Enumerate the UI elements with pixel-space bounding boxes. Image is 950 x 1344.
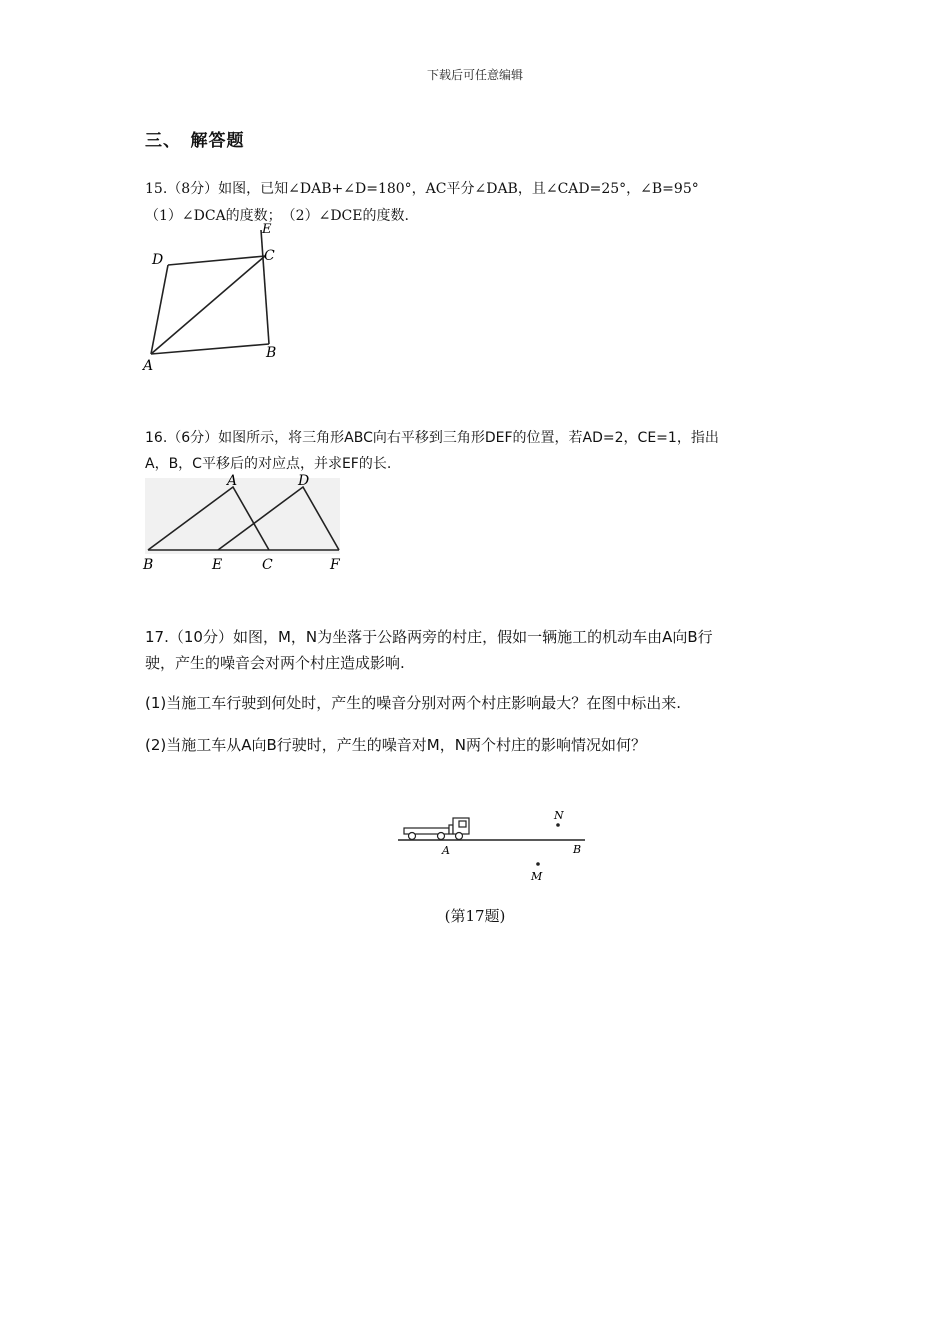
section-title: 三、 解答题 xyxy=(145,131,245,151)
truck-icon xyxy=(404,818,469,840)
q17-figure-caption: (第17题) xyxy=(444,907,506,925)
q15-label-b: B xyxy=(266,345,277,361)
q16-label-e: E xyxy=(212,557,223,573)
q15-segment-ab xyxy=(151,344,269,354)
q15-label-a: A xyxy=(143,358,154,374)
q17-point-n xyxy=(556,823,560,827)
q17-label-n: N xyxy=(554,809,564,822)
q16-label-a: A xyxy=(227,473,238,489)
q16-translation-figure xyxy=(140,468,345,576)
page-header: 下载后可任意编辑 xyxy=(426,68,523,82)
q15-segment-ac xyxy=(151,256,265,354)
q16-label-b: B xyxy=(143,557,154,573)
q15-label-c: C xyxy=(264,248,275,264)
q15-label-e: E xyxy=(262,222,272,237)
q16-figure-background xyxy=(145,478,340,554)
q17-line2: 驶，产生的噪音会对两个村庄造成影响. xyxy=(145,654,405,672)
q17-label-a: A xyxy=(442,844,450,857)
q16-label-f: F xyxy=(330,557,340,573)
q17-part2: (2)当施工车从A向B行驶时，产生的噪音对M，N两个村庄的影响情况如何？ xyxy=(145,736,646,754)
q15-line2: （1）∠DCA的度数； （2）∠DCE的度数. xyxy=(145,208,409,224)
q15-segment-dc xyxy=(168,256,265,265)
q17-road-figure xyxy=(395,800,595,888)
q17-point-m xyxy=(536,862,540,866)
q16-line2: A，B，C平移后的对应点，并求EF的长. xyxy=(145,456,392,472)
q17-line1: 17.（10分）如图，M，N为坐落于公路两旁的村庄，假如一辆施工的机动车由A向B行 xyxy=(145,628,713,646)
q15-quadrilateral-figure xyxy=(140,220,290,375)
q16-label-c: C xyxy=(262,557,273,573)
q15-line1: 15.（8分）如图，已知∠DAB+∠D=180°，AC平分∠DAB，且∠CAD=25°，∠B=95° xyxy=(145,181,699,197)
q16-line1: 16.（6分）如图所示，将三角形ABC向右平移到三角形DEF的位置，若AD=2，CE=1，指出 xyxy=(145,430,719,446)
q17-label-m: M xyxy=(531,870,543,883)
q16-label-d: D xyxy=(298,473,310,489)
q15-label-d: D xyxy=(152,252,164,268)
q17-label-b: B xyxy=(573,843,582,856)
q17-part1: (1)当施工车行驶到何处时，产生的噪音分别对两个村庄影响最大？在图中标出来. xyxy=(145,694,682,712)
